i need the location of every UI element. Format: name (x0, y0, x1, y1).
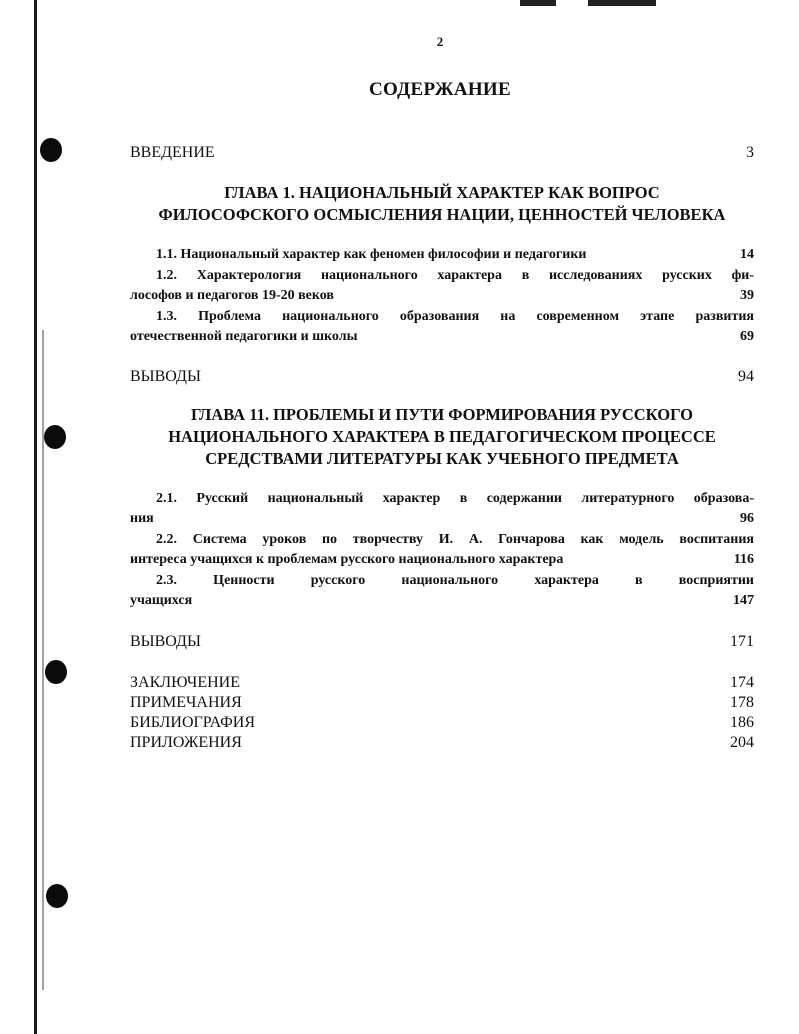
section-page: 96 (740, 511, 754, 526)
toc-entry-page: 171 (730, 633, 754, 650)
chapter-heading-line: НАЦИОНАЛЬНОГО ХАРАКТЕРА В ПЕДАГОГИЧЕСКОМ ПРОЦЕССЕ (168, 427, 716, 446)
section-title-line2: учащихся (130, 593, 193, 608)
toc-section-2-2 (130, 530, 754, 570)
punch-hole (40, 138, 62, 162)
chapter-heading-line: ФИЛОСОФСКОГО ОСМЫСЛЕНИЯ НАЦИИ, ЦЕННОСТЕЙ ЧЕЛОВЕКА (158, 205, 726, 224)
toc-entry-label: ВЫВОДЫ (130, 368, 201, 385)
scan-top-mark (520, 0, 556, 6)
page-number: 2 (436, 34, 444, 49)
toc-entry-bibliography (130, 713, 754, 733)
chapter-heading-line: ГЛАВА 11. ПРОБЛЕМЫ И ПУТИ ФОРМИРОВАНИЯ РУССКОГО (191, 405, 693, 424)
toc-entry-notes (130, 693, 754, 713)
toc-entry-label: БИБЛИОГРАФИЯ (130, 714, 256, 731)
punch-hole (46, 884, 68, 908)
chapter-heading-line: ГЛАВА 1. НАЦИОНАЛЬНЫЙ ХАРАКТЕР КАК ВОПРОС (224, 183, 660, 202)
toc-entry-page: 94 (738, 368, 754, 385)
section-page: 116 (733, 552, 754, 567)
scan-binding-line (34, 0, 37, 1034)
scan-top-mark (588, 0, 656, 6)
toc-entry-label: ПРИЛОЖЕНИЯ (130, 734, 242, 751)
section-title-line2: ния (130, 511, 154, 526)
toc-section-1-3 (130, 307, 754, 347)
toc-entry-label: ВЫВОДЫ (130, 633, 201, 650)
punch-hole (45, 660, 67, 684)
scan-binding-shadow (42, 330, 44, 990)
section-page: 69 (740, 329, 754, 344)
section-title-line1: 1.3. Проблема национального образования на современном этапе развития (156, 309, 754, 324)
toc-entry-conclusion (130, 673, 754, 693)
section-page: 39 (740, 288, 754, 303)
section-title-line2: интереса учащихся к проблемам русского национального характера (130, 552, 564, 567)
section-title-line1: 1.2. Характерология национального характера в исследованиях русских фи- (156, 268, 754, 283)
toc-entry-page: 186 (730, 714, 754, 731)
section-title-line2: отечественной педагогики и школы (130, 329, 358, 344)
toc-entry-page: 204 (730, 734, 754, 751)
punch-hole (44, 425, 66, 449)
toc-entry-page: 178 (730, 694, 754, 711)
toc-entry-label: ПРИМЕЧАНИЯ (130, 694, 242, 711)
toc-entry-appendices (130, 733, 754, 753)
toc-section-2-1 (130, 489, 754, 529)
section-title-line1: 2.2. Система уроков по творчеству И. А. Гончарова как модель воспитания (156, 532, 754, 547)
chapter-2-heading (130, 404, 754, 470)
toc-entry-label: ЗАКЛЮЧЕНИЕ (130, 674, 240, 691)
section-title-line1: 2.1. Русский национальный характер в содержании литературного образова- (156, 491, 754, 506)
toc-entry-introduction (130, 143, 754, 163)
section-page: 14 (740, 247, 754, 262)
section-title: 1.1. Национальный характер как феномен философии и педагогики (156, 247, 587, 262)
chapter-1-heading (130, 182, 754, 226)
toc-entry-page: 3 (746, 144, 754, 161)
toc-section-1-2 (130, 266, 754, 306)
chapter-heading-line: СРЕДСТВАМИ ЛИТЕРАТУРЫ КАК УЧЕБНОГО ПРЕДМЕТА (205, 449, 679, 468)
section-title-line2: лософов и педагогов 19-20 веков (130, 288, 334, 303)
toc-entry-chapter-2-conclusions (130, 632, 754, 652)
toc-entry-chapter-1-conclusions (130, 367, 754, 387)
section-title-line1: 2.3. Ценности русского национального характера в восприятии (156, 573, 754, 588)
toc-entry-label: ВВЕДЕНИЕ (130, 144, 215, 161)
page-title: СОДЕРЖАНИЕ (369, 79, 511, 100)
toc-entry-page: 174 (730, 674, 754, 691)
toc-section-2-3 (130, 571, 754, 611)
section-page: 147 (733, 593, 754, 608)
toc-section-1-1 (130, 245, 754, 265)
